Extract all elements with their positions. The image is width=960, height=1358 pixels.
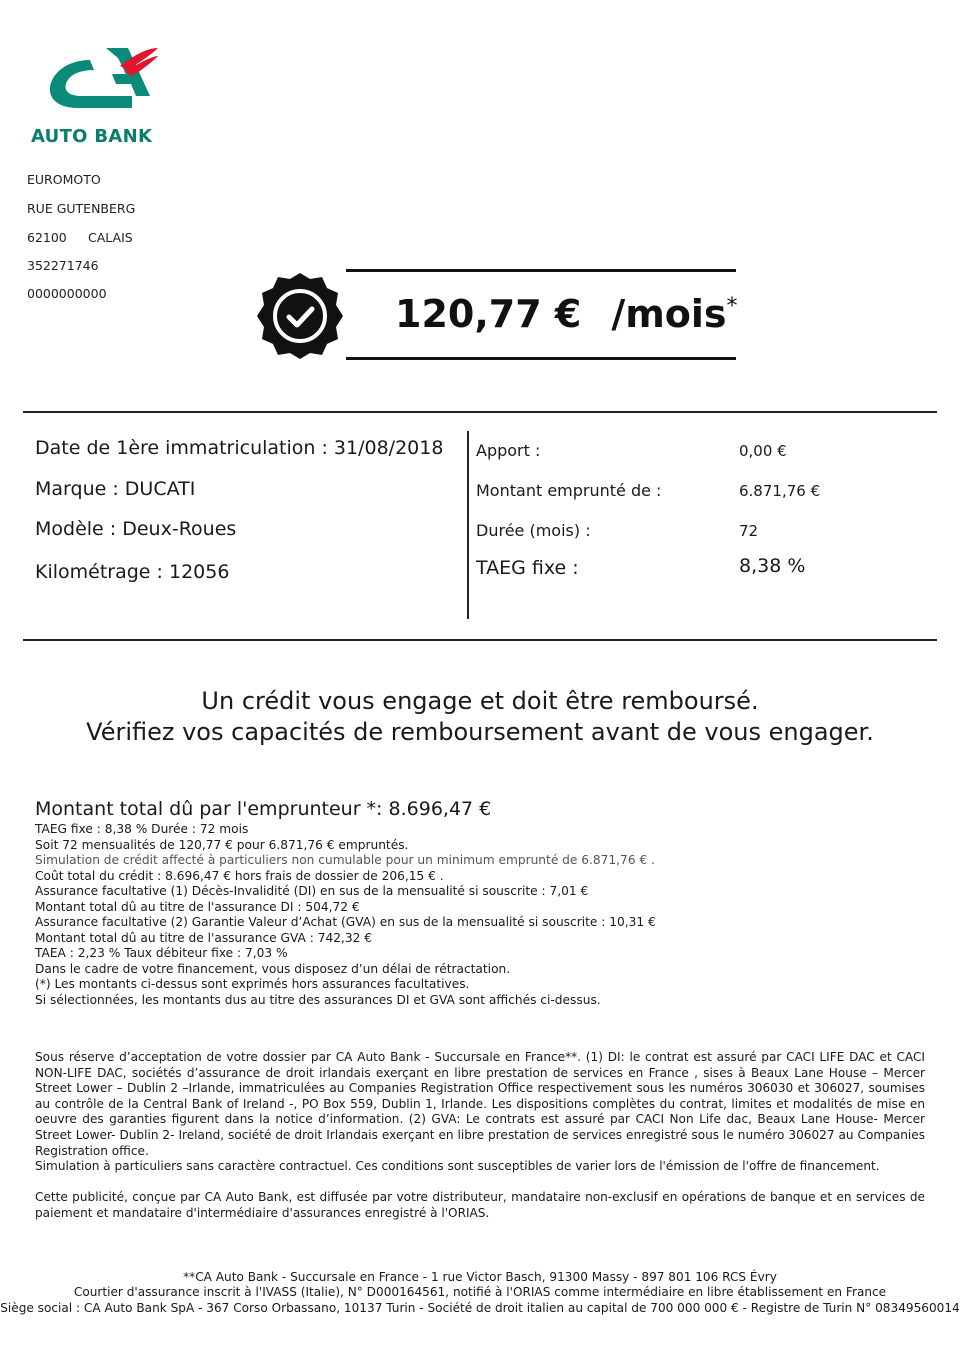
dealer-postcode: 62100	[27, 230, 67, 245]
registration-value: 31/08/2018	[333, 437, 444, 459]
deposit-value: 0,00 €	[739, 442, 787, 460]
detail-line: Assurance facultative (1) Décès-Invalidité (DI) en sus de la mensualité si souscrite : 7,01 €	[35, 884, 589, 898]
total-due-value: 8.696,47 €	[388, 798, 492, 820]
detail-line: Montant total dû au titre de l'assurance DI : 504,72 €	[35, 900, 360, 914]
monthly-price	[395, 292, 738, 336]
verified-badge-icon	[255, 271, 345, 361]
detail-line: Soit 72 mensualités de 120,77 € pour 6.871,76 € empruntés.	[35, 838, 409, 852]
brand-row	[35, 478, 195, 500]
total-due-title	[35, 798, 491, 820]
detail-line: Simulation de crédit affecté à particuliers non cumulable pour un minimum emprunté de 6.871,76 € .	[35, 853, 655, 867]
borrowed-value: 6.871,76 €	[739, 482, 821, 500]
legal-paragraph-distribution: Cette publicité, conçue par CA Auto Bank, est diffusée par votre distributeur, mandataire non-exclusif en opérations de banque et en services de paiement et mandataire d'intermédiaire d'assurances enregistré à l'ORIAS.	[35, 1190, 925, 1220]
duration-value: 72	[739, 522, 759, 540]
vehicle-model-label: Modèle :	[35, 518, 117, 540]
credit-warning	[0, 686, 960, 748]
credit-warning-line1: Un crédit vous engage et doit être remboursé.	[201, 687, 759, 715]
legal-paragraph-simulation: Simulation à particuliers sans caractère contractuel. Ces conditions sont susceptibles de varier lors de l'émission de l'offre de financement.	[35, 1159, 880, 1173]
model-row	[35, 518, 236, 540]
price-bottom-rule	[346, 357, 736, 360]
detail-line: Coût total du crédit : 8.696,47 € hors frais de dossier de 206,15 € .	[35, 869, 444, 883]
dealer-id1: 352271746	[27, 258, 99, 273]
dealer-city: CALAIS	[88, 230, 133, 245]
mileage-value: 12056	[168, 561, 230, 583]
deposit-label: Apport :	[476, 441, 541, 460]
detail-line: TAEA : 2,23 % Taux débiteur fixe : 7,03 %	[35, 946, 288, 960]
footer-line1: **CA Auto Bank - Succursale en France - 1 rue Victor Basch, 91300 Massy - 897 801 106 RCS Évry	[183, 1270, 777, 1284]
borrowed-label: Montant emprunté de :	[476, 481, 662, 500]
vehicle-model-value: Deux-Roues	[122, 518, 237, 540]
detail-line: Assurance facultative (2) Garantie Valeur d’Achat (GVA) en sus de la mensualité si souscrite : 10,31 €	[35, 915, 656, 929]
footer-line2: Courtier d'assurance inscrit à l'IVASS (Italie), N° D000164561, notifié à l'ORIAS comme intermédiaire en libre établissement en France	[73, 1285, 887, 1299]
divider-bottom	[23, 639, 937, 641]
credit-warning-line2: Vérifiez vos capacités de remboursement avant de vous engager.	[86, 718, 874, 746]
footer-line3: Siège social : CA Auto Bank SpA - 367 Corso Orbassano, 10137 Turin - Société de droit italien au capital de 700 000 000 € - Registre de Turin N° 08349560014	[0, 1301, 960, 1315]
mileage-label: Kilométrage :	[35, 561, 163, 583]
detail-line: Si sélectionnées, les montants dus au titre des assurances DI et GVA sont affichés ci-dessus.	[35, 993, 601, 1007]
dealer-street: RUE GUTENBERG	[27, 201, 136, 216]
legal-paragraph-insurance: Sous réserve d’acceptation de votre dossier par CA Auto Bank - Succursale en France**. (1) DI: le contrat est assuré par CACI LIFE DAC et CACI NON-LIFE DAC, sociétés d’assurance de droit irlandais exerçant en libre prestation de services en France , sises à Beaux Lane House – Mercer Street Lower – Dublin 2 –Irlande, immatriculées au Companies Registration Office respectivement sous les numéros 306030 et 306027, soumises au contrôle de la Central Bank of Ireland -, PO Box 559, Dublin 1, Irlande. Les dispositions complètes du contrat, limites et modalités de mise en oeuvre des garanties figurent dans la notice d’information. (2) GVA: Le contrats est assuré par CACI Non Life dac, Beaux Lane House- Mercer Street Lower- Dublin 2- Ireland, société de droit Irlandais exerçant en libre prestation de services enregistré sous le numéro 306027 au Companies Registration office.	[35, 1050, 925, 1158]
price-amount: 120,77 €	[395, 292, 582, 336]
vehicle-brand-label: Marque :	[35, 478, 119, 500]
price-period: /mois	[611, 292, 727, 336]
price-asterisk: *	[726, 294, 738, 319]
price-top-rule	[346, 269, 736, 272]
dealer-id2: 0000000000	[27, 286, 107, 301]
registration-row	[35, 437, 443, 459]
divider-vertical	[467, 431, 469, 619]
detail-line: (*) Les montants ci-dessus sont exprimés hors assurances facultatives.	[35, 977, 470, 991]
brand-name: AUTO BANK	[31, 126, 153, 147]
duration-label: Durée (mois) :	[476, 521, 591, 540]
registration-label: Date de 1ère immatriculation :	[35, 437, 328, 459]
taeg-value: 8,38 %	[739, 555, 806, 577]
vehicle-brand-value: DUCATI	[124, 478, 196, 500]
dealer-name: EUROMOTO	[27, 172, 101, 187]
detail-line: Dans le cadre de votre financement, vous disposez d’un délai de rétractation.	[35, 962, 511, 976]
divider-top	[23, 411, 937, 413]
detail-line: Montant total dû au titre de l'assurance GVA : 742,32 €	[35, 931, 372, 945]
mileage-row	[35, 561, 229, 583]
detail-line: TAEG fixe : 8,38 % Durée : 72 mois	[35, 822, 249, 836]
taeg-label: TAEG fixe :	[476, 557, 579, 579]
total-due-label: Montant total dû par l'emprunteur *:	[35, 798, 383, 820]
